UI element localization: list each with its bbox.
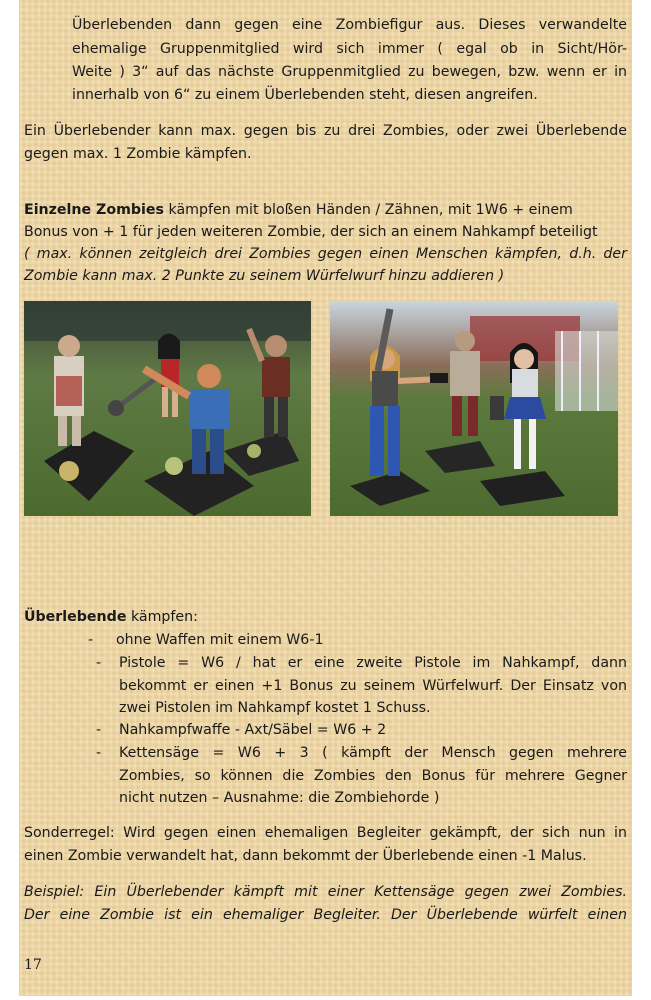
miniatures-photo-right xyxy=(330,301,618,516)
example-line-2: Der eine Zombie ist ein ehemaliger Begleiter. Der Überlebende würfelt einen xyxy=(24,907,627,923)
survivors-heading-line xyxy=(24,606,627,628)
list-item-2-line-2: bekommt er einen +1 Bonus zu seinem Würfelwurf. Der Einsatz von xyxy=(119,678,627,694)
list-item-4-line-1: Kettensäge = W6 + 3 ( kämpft der Mensch gegen mehrere xyxy=(119,745,627,761)
special-rule-line-2: einen Zombie verwandelt hat, dann bekommt der Überlebende einen -1 Malus. xyxy=(24,848,587,864)
document-page xyxy=(20,0,631,995)
example-line-1: Beispiel: Ein Überlebender kämpft mit einer Kettensäge gegen zwei Zombies. xyxy=(24,884,627,900)
zombies-line-4: Zombie kann max. 2 Punkte zu seinem Würfelwurf hinzu addieren ) xyxy=(24,268,505,284)
miniatures-photo-left-image xyxy=(24,301,311,516)
miniatures-photo-left xyxy=(24,301,311,516)
intro-line-2: ehemalige Gruppenmitglied wird sich immer ( egal ob in Sicht/Hör- xyxy=(72,41,627,57)
list-dash: - xyxy=(96,745,102,761)
survivors-heading: Überlebende xyxy=(24,609,127,625)
zombies-line-1-text: kämpfen mit bloßen Händen / Zähnen, mit 1W6 + einem xyxy=(163,202,573,218)
list-dash: - xyxy=(96,655,102,671)
max-line-2: gegen max. 1 Zombie kämpfen. xyxy=(24,146,252,162)
list-item-1-line-1: ohne Waffen mit einem W6-1 xyxy=(116,632,324,648)
zombies-line-3: ( max. können zeitgleich drei Zombies gegen einen Menschen kämpfen, d.h. der xyxy=(24,246,627,262)
list-dash: - xyxy=(96,722,102,738)
list-item-2-line-1: Pistole = W6 / hat er eine zweite Pistole im Nahkampf, dann xyxy=(119,655,627,671)
zombies-line-2: Bonus von + 1 für jeden weiteren Zombie, der sich an einem Nahkampf beteiligt xyxy=(24,224,598,240)
page-number: 17 xyxy=(24,957,42,973)
intro-line-4: innerhalb von 6“ zu einem Überlebenden steht, diesen angreifen. xyxy=(72,87,538,103)
list-item-4-line-3: nicht nutzen – Ausnahme: die Zombiehorde ) xyxy=(119,790,440,806)
zombies-heading: Einzelne Zombies xyxy=(24,202,164,218)
miniatures-photo-right-image xyxy=(330,301,618,516)
intro-line-1: Überlebenden dann gegen eine Zombiefigur aus. Dieses verwandelte xyxy=(72,17,627,33)
special-rule-line-1: Sonderregel: Wird gegen einen ehemaligen Begleiter gekämpft, der sich nun in xyxy=(24,825,627,841)
max-line-1: Ein Überlebender kann max. gegen bis zu drei Zombies, oder zwei Überlebende xyxy=(24,123,627,139)
intro-line-3: Weite ) 3“ auf das nächste Gruppenmitglied zu bewegen, bzw. wenn er in xyxy=(72,64,627,80)
survivors-heading-rest: kämpfen: xyxy=(126,609,198,625)
zombies-line-1 xyxy=(24,199,627,221)
list-dash: - xyxy=(88,632,94,648)
list-item-2-line-3: zwei Pistolen im Nahkampf kostet 1 Schuss. xyxy=(119,700,431,716)
list-item-3-line-1: Nahkampfwaffe - Axt/Säbel = W6 + 2 xyxy=(119,722,387,738)
list-item-4-line-2: Zombies, so können die Zombies den Bonus für mehrere Gegner xyxy=(119,768,627,784)
